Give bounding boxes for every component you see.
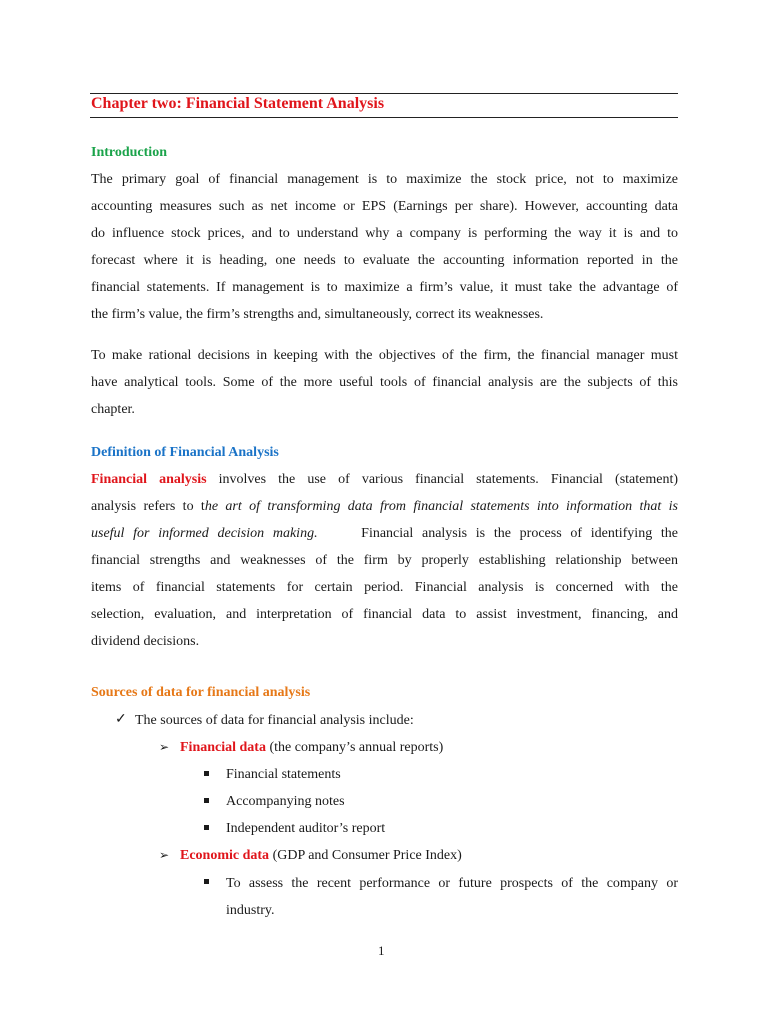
page-number: 1 <box>378 943 385 958</box>
text-line: To make rational decisions in keeping with the objectives of the firm, the financial manager must <box>91 348 678 363</box>
square-bullet-icon <box>204 771 209 776</box>
text-line: the firm’s value, the firm’s strengths and, simultaneously, correct its weaknesses. <box>91 307 544 322</box>
text-line: selection, evaluation, and interpretation of financial data to assist investment, financing, and <box>91 607 678 622</box>
text-line: do influence stock prices, and to understand why a company is performing the way it is and to <box>91 226 678 241</box>
definition-text: analysis refers to t <box>91 499 205 514</box>
text-line: accounting measures such as net income or EPS (Earnings per share). However, accounting data <box>91 199 678 214</box>
text-line: financial strengths and weaknesses of the firm by properly establishing relationship between <box>91 553 678 568</box>
sources-intro: The sources of data for financial analysis include: <box>135 713 414 728</box>
definition-paragraph <box>91 466 678 655</box>
economic-data-label: Economic data <box>180 848 270 863</box>
text-line: financial statements. If management is to maximize a firm’s value, it must take the advantage of <box>91 280 678 295</box>
definition-text: involves the use of various financial statements. Financial (statement) <box>206 472 679 487</box>
economic-data-desc: (GDP and Consumer Price Index) <box>269 848 462 863</box>
introduction-paragraph-1 <box>91 166 678 328</box>
list-item: Independent auditor’s report <box>226 821 386 836</box>
definition-italic-text: useful for informed decision making. <box>91 526 318 541</box>
check-icon: ✓ <box>115 712 127 727</box>
square-bullet-icon <box>204 825 209 830</box>
definition-heading: Definition of Financial Analysis <box>91 445 279 460</box>
chapter-title: Chapter two: Financial Statement Analysis <box>91 95 385 112</box>
text-line: have analytical tools. Some of the more useful tools of financial analysis are the subjects of this <box>91 375 678 390</box>
square-bullet-icon <box>204 879 209 884</box>
text-line <box>91 520 678 547</box>
text-line: items of financial statements for certain period. Financial analysis is concerned with the <box>91 580 678 595</box>
square-bullet-icon <box>204 798 209 803</box>
arrow-bullet-icon: ➢ <box>159 848 170 862</box>
text-line: forecast where it is heading, one needs to evaluate the accounting information reported in the <box>91 253 678 268</box>
title-top-rule <box>90 93 678 94</box>
economic-data-item <box>180 847 462 865</box>
text-line: The primary goal of financial management is to maximize the stock price, not to maximize <box>91 172 678 187</box>
text-line: dividend decisions. <box>91 634 200 649</box>
text-line: industry. <box>226 903 275 918</box>
text-line <box>91 466 678 493</box>
introduction-paragraph-2 <box>91 342 678 423</box>
financial-data-desc: (the company’s annual reports) <box>265 740 444 755</box>
list-item: Financial statements <box>226 767 341 782</box>
financial-analysis-term: Financial analysis <box>91 472 207 487</box>
list-item: Accompanying notes <box>226 794 345 809</box>
list-item <box>226 870 678 924</box>
introduction-heading: Introduction <box>91 145 167 160</box>
text-line: chapter. <box>91 402 135 417</box>
text-line: To assess the recent performance or future prospects of the company or <box>226 876 678 891</box>
arrow-bullet-icon: ➢ <box>159 740 170 754</box>
definition-italic-text: he art of transforming data from financial statements into information that is <box>204 499 678 514</box>
definition-text: Financial analysis is the process of identifying the <box>317 526 679 541</box>
text-line <box>91 493 678 520</box>
sources-heading: Sources of data for financial analysis <box>91 685 311 700</box>
title-bottom-rule <box>90 117 678 118</box>
financial-data-item <box>180 739 443 757</box>
financial-data-label: Financial data <box>180 740 266 755</box>
